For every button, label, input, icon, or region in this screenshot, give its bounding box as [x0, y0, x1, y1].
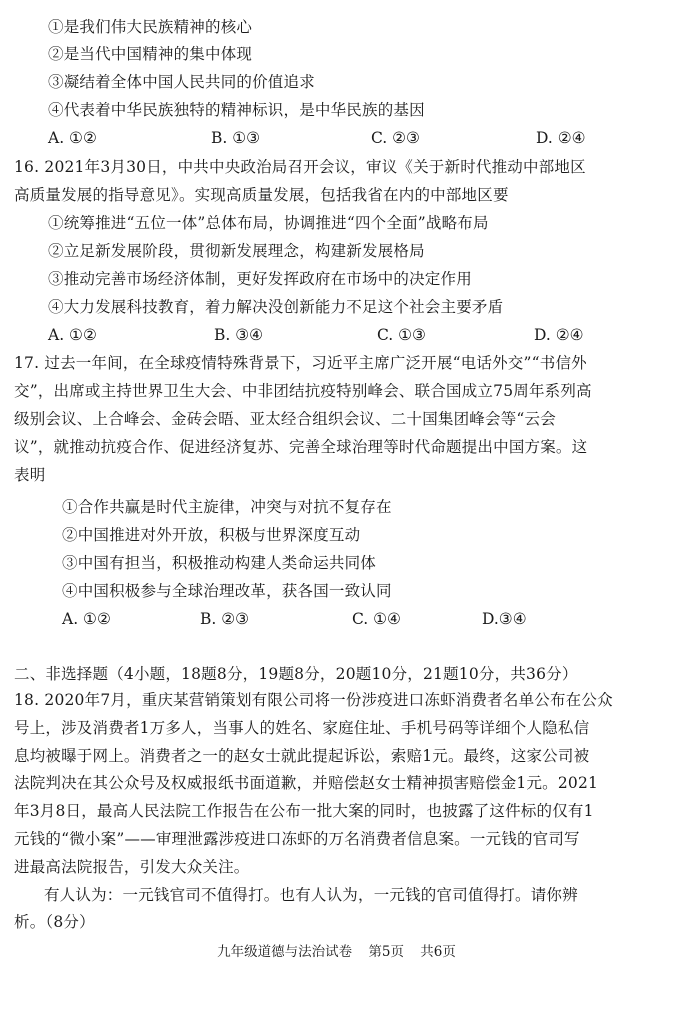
q17-option-c: C. ①④ [352, 610, 401, 628]
q16-statement-1: ①统筹推进“五位一体”总体布局，协调推进“四个全面”战略布局 [48, 214, 489, 232]
q16-option-b: B. ③④ [214, 326, 264, 344]
q15-statement-3: ③凝结着全体中国人民共同的价值追求 [48, 73, 315, 91]
page-footer [0, 943, 673, 961]
q18-line-2: 号上，涉及消费者1万多人，当事人的姓名、家庭住址、手机号码等详细个人隐私信 [14, 719, 590, 737]
q18-prompt-line-2: 析。（8分） [14, 913, 95, 931]
q16-stem-line-2: 高质量发展的指导意见》。实现高质量发展，包括我省在内的中部地区要 [14, 186, 509, 204]
q18-prompt-line-1: 有人认为：一元钱官司不值得打。也有人认为，一元钱的官司值得打。请你辨 [44, 886, 578, 904]
q15-statement-4: ④代表着中华民族独特的精神标识，是中华民族的基因 [48, 101, 425, 119]
q16-option-a: A. ①② [48, 326, 97, 344]
q17-statement-1: ①合作共赢是时代主旋律，冲突与对抗不复存在 [62, 498, 392, 516]
section-2-heading: 二、非选择题（4小题，18题8分，19题8分，20题10分，21题10分，共36分） [14, 665, 578, 683]
q17-stem-line-3: 级别会议、上合峰会、金砖会晤、亚太经合组织会议、二十国集团峰会等“云会 [14, 410, 556, 428]
q17-statement-2: ②中国推进对外开放，积极与世界深度互动 [62, 526, 361, 544]
q18-line-5: 年3月8日，最高人民法院工作报告在公布一批大案的同时，也披露了这件标的仅有1 [14, 802, 594, 820]
q15-statement-2: ②是当代中国精神的集中体现 [48, 45, 253, 63]
q18-line-1: 18. 2020年7月，重庆某营销策划有限公司将一份涉疫进口冻虾消费者名单公布在公众 [14, 691, 613, 709]
q15-option-b: B. ①③ [211, 129, 261, 147]
page-total: 共6页 [420, 944, 456, 960]
q17-statement-3: ③中国有担当，积极推动构建人类命运共同体 [62, 554, 377, 572]
q17-stem-line-2: 交”，出席或主持世界卫生大会、中非团结抗疫特别峰会、联合国成立75周年系列高 [14, 382, 592, 400]
q17-stem-line-4: 议”，就推动抗疫合作、促进经济复苏、完善全球治理等时代命题提出中国方案。这 [14, 438, 588, 456]
q15-statement-1: ①是我们伟大民族精神的核心 [48, 18, 253, 36]
q16-statement-3: ③推动完善市场经济体制，更好发挥政府在市场中的决定作用 [48, 270, 472, 288]
q15-option-d: D. ②④ [536, 129, 586, 147]
q16-statement-2: ②立足新发展阶段，贯彻新发展理念，构建新发展格局 [48, 242, 425, 260]
q15-option-a: A. ①② [48, 129, 97, 147]
q16-options [48, 325, 608, 345]
q17-stem-line-5: 表明 [14, 466, 46, 484]
q16-stem-line-1: 16. 2021年3月30日，中共中央政治局召开会议，审议《关于新时代推动中部地区 [14, 158, 586, 176]
page-number: 第5页 [368, 944, 404, 960]
q17-options [62, 609, 582, 629]
q17-option-b: B. ②③ [200, 610, 250, 628]
exam-title: 九年级道德与法治试卷 [217, 944, 353, 960]
q18-line-4: 法院判决在其公众号及权威报纸书面道歉，并赔偿赵女士精神损害赔偿金1元。2021 [14, 774, 599, 792]
q18-line-7: 进最高法院报告，引发大众关注。 [14, 858, 250, 876]
q18-line-3: 息均被曝于网上。消费者之一的赵女士就此提起诉讼，索赔1元。最终，这家公司被 [14, 747, 590, 765]
q17-statement-4: ④中国积极参与全球治理改革，获各国一致认同 [62, 582, 392, 600]
q18-line-6: 元钱的“微小案”——审理泄露涉疫进口冻虾的万名消费者信息案。一元钱的官司写 [14, 830, 580, 848]
q15-option-c: C. ②③ [371, 129, 420, 147]
q15-options [48, 128, 608, 148]
q16-option-d: D. ②④ [534, 326, 584, 344]
q16-option-c: C. ①③ [377, 326, 426, 344]
q17-stem-line-1: 17. 过去一年间，在全球疫情特殊背景下，习近平主席广泛开展“电话外交”“书信外 [14, 354, 587, 372]
q16-statement-4: ④大力发展科技教育，着力解决没创新能力不足这个社会主要矛盾 [48, 298, 504, 316]
q17-option-d: D.③④ [482, 610, 527, 628]
q17-option-a: A. ①② [62, 610, 111, 628]
